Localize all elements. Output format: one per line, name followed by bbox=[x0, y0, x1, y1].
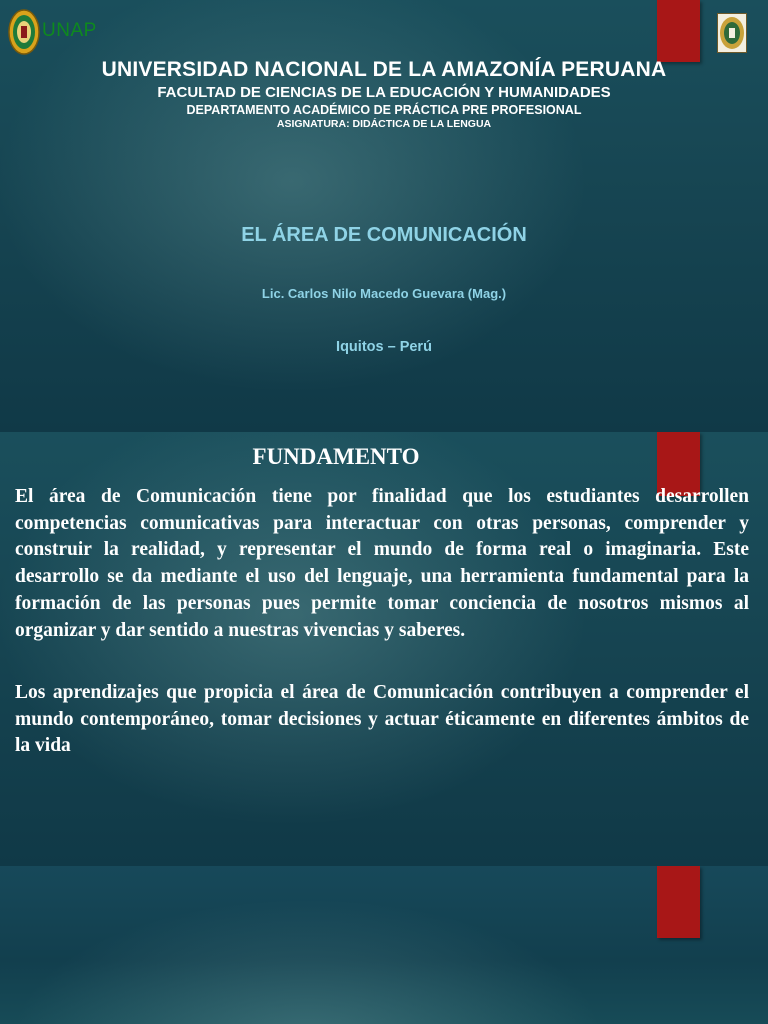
paragraph-1: El área de Comunicación tiene por finalidad que los estudiantes desarrollen competencias comunicativas para interactuar con otras personas, comprender y construir la realidad, y representar el mundo de forma real o imaginaria. Este desarrollo se da mediante el uso del lenguaje, una herramienta fundamental para la formación de las personas pues permite tomar conciencia de nosotros mismos al organizar y dar sentido a nuestras vivencias y saberes. bbox=[15, 486, 749, 641]
location: Iquitos – Perú bbox=[336, 339, 432, 355]
paragraph-2: Los aprendizajes que propicia el área de Comunicación contribuyen a comprender el mundo contemporáneo, tomar decisiones y actuar éticamente en diferentes ámbitos de la vida bbox=[15, 682, 749, 757]
slide-blank bbox=[0, 866, 768, 1024]
unap-seal-icon bbox=[8, 8, 40, 56]
red-accent-tab bbox=[657, 866, 700, 938]
course-name: ASIGNATURA: DIDÁCTICA DE LA LENGUA bbox=[276, 118, 492, 130]
slide-title bbox=[0, 0, 768, 432]
faculty-name: FACULTAD DE CIENCIAS DE LA EDUCACIÓN Y HUMANIDADES bbox=[157, 84, 611, 101]
presentation-title: EL ÁREA DE COMUNICACIÓN bbox=[241, 224, 527, 246]
logo-unap-text: UNAP bbox=[42, 20, 97, 41]
author-name: Lic. Carlos Nilo Macedo Guevara (Mag.) bbox=[261, 286, 507, 301]
university-name: UNIVERSIDAD NACIONAL DE LA AMAZONÍA PERUANA bbox=[101, 58, 667, 81]
faculty-shield-icon bbox=[717, 13, 747, 53]
section-heading: FUNDAMENTO bbox=[252, 444, 420, 469]
slide-fundamento bbox=[0, 432, 768, 866]
red-accent-tab bbox=[657, 0, 700, 62]
department-name: DEPARTAMENTO ACADÉMICO DE PRÁCTICA PRE PROFESIONAL bbox=[186, 103, 582, 117]
